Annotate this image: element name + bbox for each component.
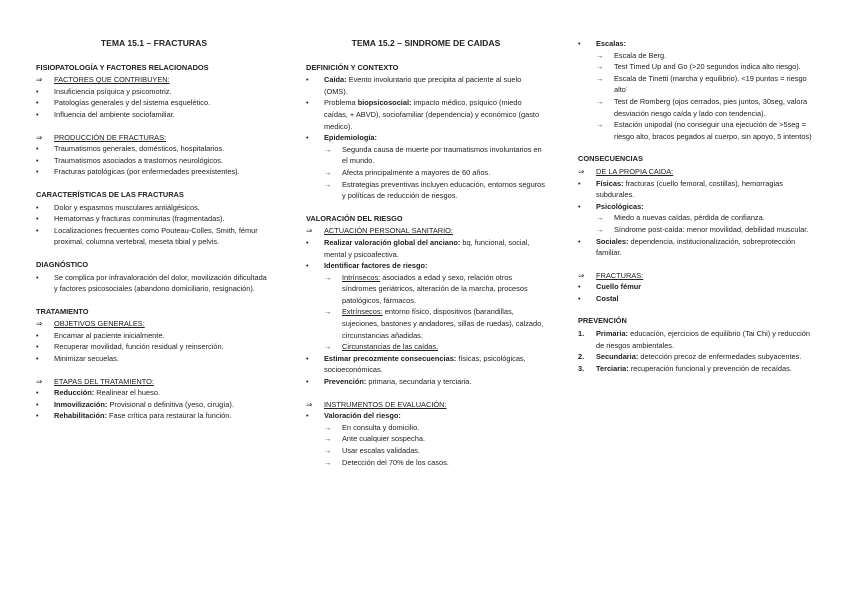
column-caidas-continued	[578, 38, 814, 374]
list-item: • Recuperar movilidad, función residual y reinserción.	[36, 342, 224, 352]
sub-item: → Extrínsecos: entorno físico, dispositivos (barandillas, sujeciones, bastones y andadores, sillas de ruedas), calzado, circunstancias añadidas.	[324, 307, 544, 340]
column-fracturas	[36, 38, 272, 422]
arrow-icon: →	[324, 457, 332, 467]
subheading: ⇒ INSTRUMENTOS DE EVALUACIÓN:	[306, 399, 447, 409]
double-arrow-icon: ⇒	[578, 166, 585, 176]
double-arrow-icon: ⇒	[306, 399, 313, 409]
arrow-icon: →	[596, 224, 604, 234]
list-item: • Rehabilitación: Fase crítica para restaurar la función.	[36, 411, 232, 421]
arrow-icon: →	[596, 50, 604, 60]
bullet-icon: •	[36, 388, 39, 398]
list-item: • Insuficiencia psíquica y psicomotriz.	[36, 86, 172, 96]
bullet-icon: •	[36, 330, 39, 340]
bullet-icon: •	[36, 399, 39, 409]
bullet-icon: •	[36, 167, 39, 177]
double-arrow-icon: ⇒	[36, 376, 43, 386]
list-item: • Patologías generales y del sistema esquelético.	[36, 98, 211, 108]
sub-item: → Escala de Berg.	[596, 50, 667, 60]
arrow-icon: →	[324, 342, 332, 352]
subheading: ⇒ ACTUACIÓN PERSONAL SANITARIO:	[306, 226, 453, 236]
page-title: TEMA 15.2 – SINDROME DE CAIDAS	[351, 38, 501, 48]
bullet-icon: •	[306, 261, 309, 271]
arrow-icon: →	[324, 422, 332, 432]
sub-item: → En consulta y domicilio.	[324, 422, 420, 432]
list-item: • Epidemiología:	[306, 133, 377, 143]
list-item: • Escalas:	[578, 39, 626, 48]
arrow-icon: →	[596, 96, 604, 106]
section-title: PREVENCIÓN	[578, 316, 627, 326]
bullet-icon: •	[36, 342, 39, 352]
list-item: • Psicológicas:	[578, 201, 644, 211]
sub-item: → Afecta principalmente a mayores de 60 años.	[324, 167, 491, 177]
list-item: • Inmovilización: Provisional o definitiva (yeso, cirugía).	[36, 399, 234, 409]
arrow-icon: →	[324, 167, 332, 177]
sub-item: → Ante cualquier sospecha.	[324, 434, 425, 444]
sub-item: → Estrategias preventivas incluyen educación, entornos seguros y políticas de reducción de riesgos.	[324, 179, 545, 201]
bullet-icon: •	[306, 237, 309, 247]
numbered-item: 2. Secundaria: detección precoz de enfermedades subyacentes.	[578, 352, 802, 362]
list-item: • Hematomas y fracturas conminutas (fragmentadas).	[36, 214, 225, 224]
double-arrow-icon: ⇒	[36, 319, 43, 329]
sub-item: → Estación unipodal (no conseguir una ejecución de >5seg = riesgo alto, bracos pegados al cuerpo, sin apoyo, 5 intentos)	[596, 120, 812, 141]
list-item: • Localizaciones frecuentes como Pouteau-Colles, Smith, fémur proximal, columna vertebral, meseta tibial y pelvis.	[36, 225, 258, 247]
arrow-icon: →	[324, 446, 332, 455]
list-item: • Sociales: dependencia, institucionalización, sobreprotección familiar.	[578, 236, 796, 258]
double-arrow-icon: ⇒	[578, 270, 585, 280]
bullet-icon: •	[36, 202, 39, 212]
list-item: • Caída: Evento involuntario que precipita al paciente al suelo (OMS).	[306, 75, 522, 96]
bullet-icon: •	[306, 411, 309, 421]
arrow-icon: →	[324, 144, 332, 154]
bullet-icon: •	[36, 144, 39, 154]
arrow-icon: →	[596, 73, 604, 83]
list-item: • Cuello fémur	[578, 282, 642, 292]
bullet-icon: •	[578, 282, 581, 292]
double-arrow-icon: ⇒	[36, 132, 43, 142]
list-item: • Se complica por infravaloración del dolor, movilización dificultada y factores psicosociales (abandono domiciliario, resignación).	[36, 272, 267, 294]
list-item: • Influencia del ambiente sociofamiliar.	[36, 109, 175, 119]
bullet-icon: •	[36, 86, 39, 96]
bullet-icon: •	[36, 354, 39, 364]
bullet-icon: •	[306, 133, 309, 143]
numbered-item: 3. Terciaria: recuperación funcional y prevención de recaídas.	[578, 363, 792, 373]
subheading: ⇒ OBJETIVOS GENERALES:	[36, 319, 145, 329]
bullet-icon: •	[36, 411, 39, 421]
section-title: TRATAMIENTO	[36, 306, 89, 316]
arrow-icon: →	[324, 179, 332, 189]
list-item: • Costal	[578, 293, 619, 303]
bullet-icon: •	[578, 178, 581, 188]
list-item: • Traumatismos asociados a trastornos neurológicos.	[36, 155, 223, 165]
list-item: • Valoración del riesgo:	[306, 411, 401, 421]
bullet-icon: •	[36, 225, 39, 235]
section-title: CARACTERÍSTICAS DE LAS FRACTURAS	[36, 189, 184, 199]
double-arrow-icon: ⇒	[306, 226, 313, 236]
bullet-icon: •	[578, 293, 581, 303]
list-item: • Identificar factores de riesgo:	[306, 261, 428, 271]
arrow-icon: →	[324, 434, 332, 444]
subheading: ⇒ DE LA PROPIA CAIDA:	[578, 166, 674, 176]
list-item: • Traumatismos generales, domésticos, hospitalarios.	[36, 144, 225, 154]
arrow-icon: →	[596, 213, 604, 223]
list-item: • Estimar precozmente consecuencias: físicas, psicológicas, socioeconómicas.	[306, 353, 526, 375]
bullet-icon: •	[36, 155, 39, 165]
arrow-icon: →	[596, 62, 604, 72]
bullet-icon: •	[36, 214, 39, 224]
list-item: • Prevención: primaria, secundaria y terciaria.	[306, 377, 472, 387]
sub-item: → Intrínsecos: asociados a edad y sexo, relación otros síndromes geriátricos, alteración de la marcha, procesos patológicos, fármacos.	[324, 272, 528, 305]
sub-item: → Test de Romberg (ojos cerrados, pies juntos, 30seg, valora desviación riesgo caída y lado con tendencia).	[596, 96, 808, 118]
list-item: • Fracturas patológicas (por enfermedades preexistentes).	[36, 167, 240, 177]
sub-item: → Usar escalas validadas.	[324, 446, 421, 455]
section-title: CONSECUENCIAS	[578, 154, 643, 164]
numbered-item: 1. Primaria: educación, ejercicios de equilibrio (Tai Chi) y reducción de riesgos ambientales.	[578, 329, 811, 350]
bullet-icon: •	[306, 98, 309, 108]
sub-item: → Test Timed Up and Go (>20 segundos indica alto riesgo).	[596, 62, 801, 72]
bullet-icon: •	[578, 236, 581, 246]
sub-item: → Miedo a nuevas caídas, pérdida de confianza.	[596, 213, 765, 223]
sub-item: → Escala de Tinetti (marcha y equilibrio). <19 puntos = riesgo alto´	[596, 73, 807, 95]
sub-item: → Detección del 70% de los casos.	[324, 457, 449, 467]
list-item: • Reducción: Realinear el hueso.	[36, 388, 160, 398]
subheading: ⇒ PRODUCCIÓN DE FRACTURAS:	[36, 132, 167, 142]
bullet-icon: •	[306, 353, 309, 363]
arrow-icon: →	[324, 272, 332, 282]
arrow-icon: →	[324, 307, 332, 317]
subheading: ⇒ FACTORES QUE CONTRIBUYEN:	[36, 75, 170, 85]
bullet-icon: •	[36, 98, 39, 108]
section-title: DEFINICIÓN Y CONTEXTO	[306, 62, 399, 72]
subheading: ⇒ FRACTURAS:	[578, 270, 644, 280]
sub-item: → Segunda causa de muerte por traumatismos involuntarios en el mundo.	[324, 144, 542, 166]
list-item: • Encamar al paciente inicialmente.	[36, 330, 165, 340]
bullet-icon: •	[36, 272, 39, 282]
bullet-icon: •	[306, 75, 309, 85]
list-item: • Dolor y espasmos musculares antiálgésicos.	[36, 202, 200, 212]
double-arrow-icon: ⇒	[36, 75, 43, 85]
section-title: VALORACIÓN DEL RIESGO	[306, 213, 403, 223]
bullet-icon: •	[578, 201, 581, 211]
bullet-icon: •	[36, 109, 39, 119]
list-item: • Realizar valoración global del anciano: bq, funcional, social, mental y psicoafectiva.	[306, 237, 530, 259]
list-item: • Minimizar secuelas.	[36, 354, 119, 364]
sub-item: → Síndrome post-caída: menor movilidad, debilidad muscular.	[596, 224, 809, 234]
column-caidas	[306, 38, 546, 468]
section-title: FISIOPATOLOGÍA Y FACTORES RELACIONADOS	[36, 62, 209, 72]
arrow-icon: →	[596, 120, 604, 130]
section-title: DIAGNÓSTICO	[36, 259, 89, 269]
list-item: • Físicas: fracturas (cuello femoral, costillas), hemorragias subdurales.	[578, 178, 783, 200]
bullet-icon: •	[306, 377, 309, 387]
list-item: • Problema biopsicosocial: impacto médico, psíquico (miedo caídas, + ABVD), sociofamiliar (dependencia) y económico (gasto medico).	[306, 98, 540, 131]
subheading: ⇒ ETAPAS DEL TRATAMIENTO:	[36, 376, 154, 386]
bullet-icon: •	[578, 39, 581, 48]
sub-item: → Circunstancias de las caídas.	[324, 342, 439, 352]
page-title: TEMA 15.1 – FRACTURAS	[100, 38, 208, 48]
